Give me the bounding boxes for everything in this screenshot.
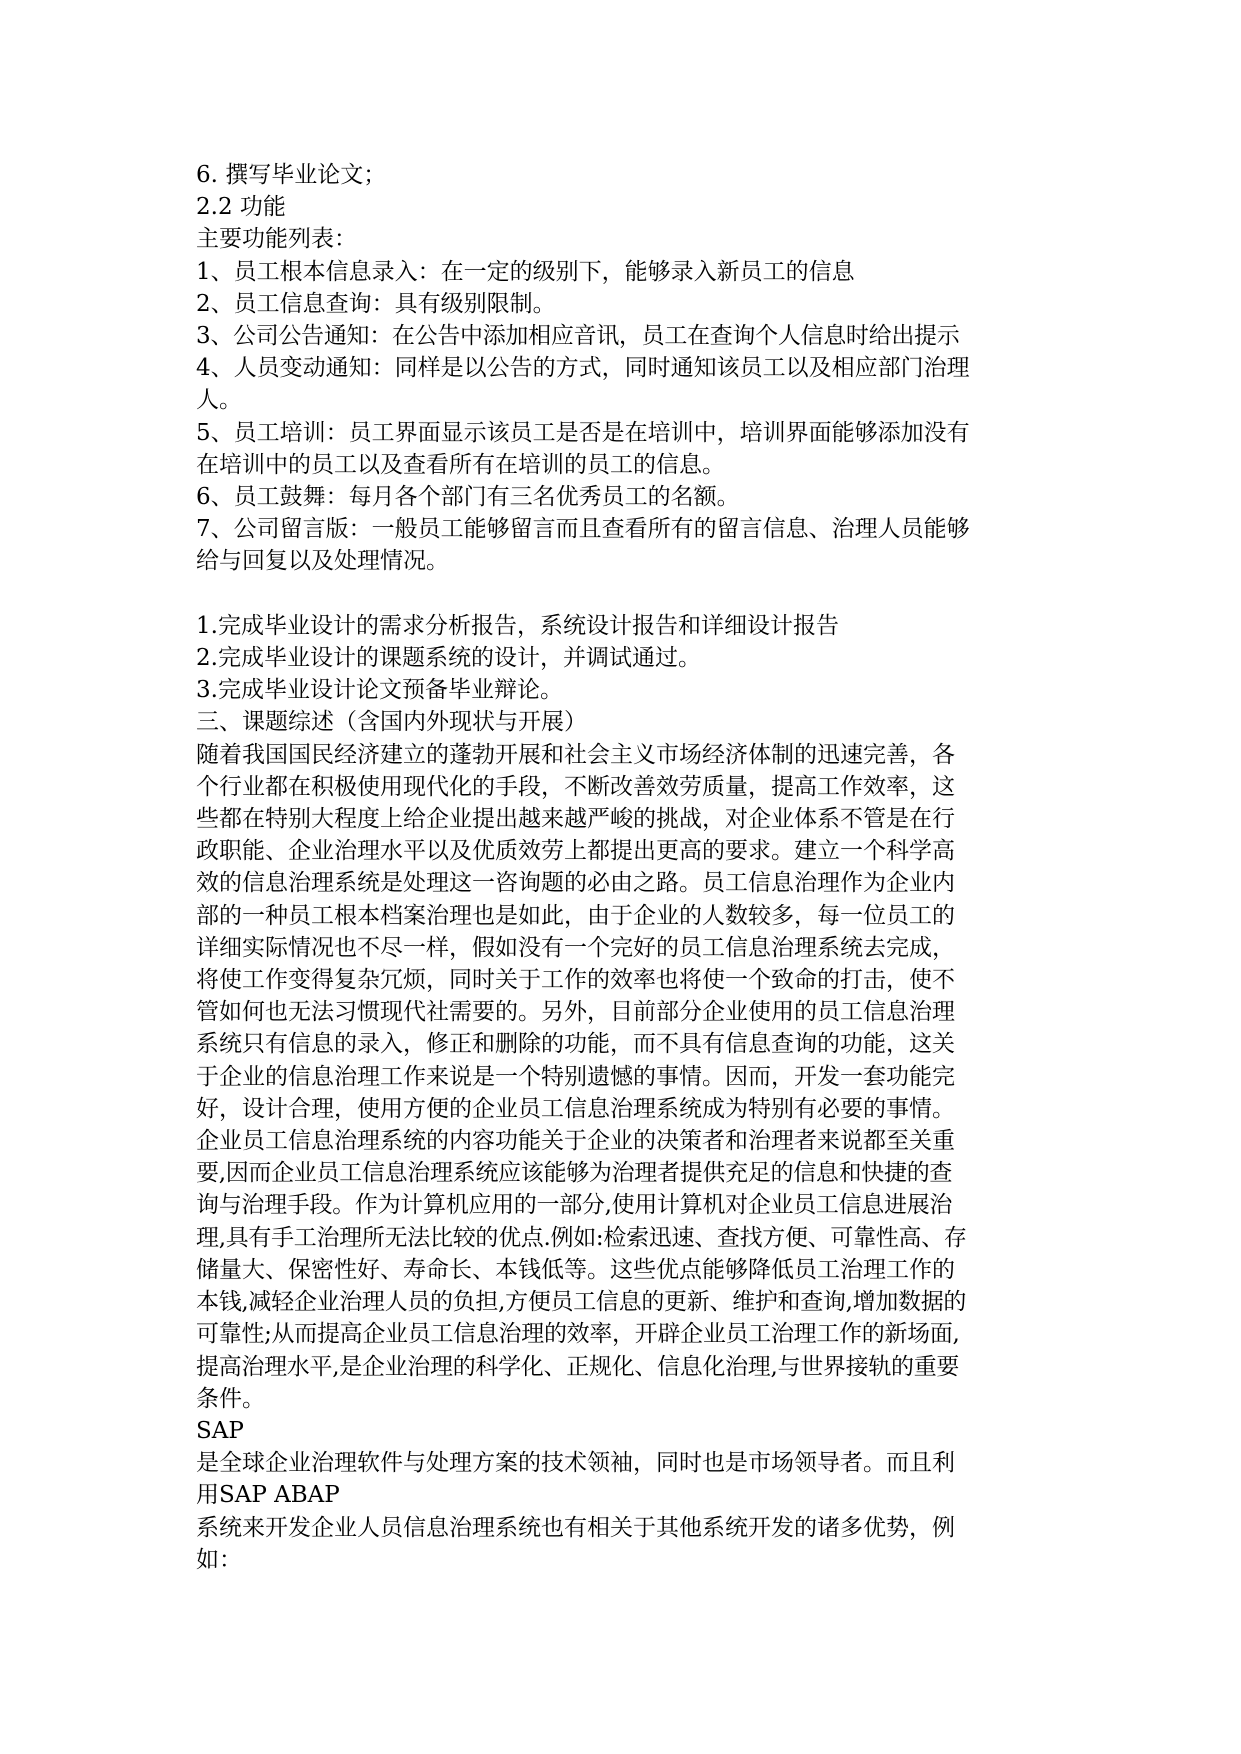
paragraph-line: 条件。 (196, 1385, 265, 1412)
function-item-5: 5、员工培训：员工界面显示该员工是否是在培训中，培训界面能够添加没有 (196, 419, 970, 446)
paragraph-line: 提高治理水平,是企业治理的科学化、正规化、信息化治理,与世界接轨的重要 (196, 1353, 960, 1380)
function-item-7: 7、公司留言版：一般员工能够留言而且查看所有的留言信息、治理人员能够 (196, 516, 970, 543)
function-item-7-cont: 给与回复以及处理情况。 (196, 548, 449, 575)
paragraph-line: 用SAP ABAP (196, 1482, 340, 1509)
paragraph-line: 详细实际情况也不尽一样，假如没有一个完好的员工信息治理系统去完成， (196, 934, 955, 961)
paragraph-line: 系统来开发企业人员信息治理系统也有相关于其他系统开发的诸多优势，例 (196, 1514, 955, 1541)
function-item-1: 1、员工根本信息录入：在一定的级别下，能够录入新员工的信息 (196, 258, 855, 285)
paragraph-line: 管如何也无法习惯现代社需要的。另外，目前部分企业使用的员工信息治理 (196, 999, 955, 1026)
paragraph-line: 随着我国国民经济建立的蓬勃开展和社会主义市场经济体制的迅速完善，各 (196, 741, 955, 768)
section-heading-review: 三、课题综述（含国内外现状与开展） (196, 709, 587, 736)
list-item-step-6: 6. 撰写毕业论文； (196, 162, 387, 188)
paragraph-line: 政职能、企业治理水平以及优质效劳上都提出更高的要求。建立一个科学高 (196, 838, 955, 865)
document-page (196, 159, 1036, 1576)
paragraph-line: 将使工作变得复杂冗烦，同时关于工作的效率也将使一个致命的打击，使不 (196, 967, 955, 994)
function-item-4: 4、人员变动通知：同样是以公告的方式，同时通知该员工以及相应部门治理 (196, 355, 970, 382)
function-list-title: 主要功能列表： (196, 226, 357, 253)
paragraph-line: 效的信息治理系统是处理这一咨询题的必由之路。员工信息治理作为企业内 (196, 870, 955, 897)
paragraph-line: 系统只有信息的录入，修正和删除的功能，而不具有信息查询的功能，这关 (196, 1031, 955, 1058)
paragraph-line: 理,具有手工治理所无法比较的优点.例如:检索迅速、查找方便、可靠性高、存 (196, 1224, 967, 1251)
paragraph-line: 于企业的信息治理工作来说是一个特别遗憾的事情。因而，开发一套功能完 (196, 1063, 955, 1090)
section-heading-functions: 2.2 功能 (196, 194, 286, 221)
sap-term: SAP (196, 1417, 244, 1444)
blank-line (196, 578, 1036, 610)
goal-item-1: 1.完成毕业设计的需求分析报告，系统设计报告和详细设计报告 (196, 612, 839, 639)
function-item-3: 3、公司公告通知：在公告中添加相应音讯，员工在查询个人信息时给出提示 (196, 323, 960, 350)
paragraph-line: 好，设计合理，使用方便的企业员工信息治理系统成为特别有必要的事情。 (196, 1095, 955, 1122)
paragraph-line: 企业员工信息治理系统的内容功能关于企业的决策者和治理者来说都至关重 (196, 1128, 955, 1155)
function-item-6: 6、员工鼓舞：每月各个部门有三名优秀员工的名额。 (196, 484, 740, 511)
paragraph-line: 储量大、保密性好、寿命长、本钱低等。这些优点能够降低员工治理工作的 (196, 1256, 955, 1283)
paragraph-line: 个行业都在积极使用现代化的手段，不断改善效劳质量，提高工作效率，这 (196, 773, 955, 800)
function-item-4-cont: 人。 (196, 387, 242, 414)
paragraph-line: 要,因而企业员工信息治理系统应该能够为治理者提供充足的信息和快捷的查 (196, 1160, 953, 1187)
function-item-2: 2、员工信息查询：具有级别限制。 (196, 290, 556, 317)
paragraph-line: 询与治理手段。作为计算机应用的一部分,使用计算机对企业员工信息进展治 (196, 1192, 953, 1219)
goal-item-3: 3.完成毕业设计论文预备毕业辩论。 (196, 677, 563, 704)
paragraph-line: 些都在特别大程度上给企业提出越来越严峻的挑战，对企业体系不管是在行 (196, 806, 955, 833)
paragraph-line: 如： (196, 1546, 242, 1573)
paragraph-line: 可靠性;从而提高企业员工信息治理的效率，开辟企业员工治理工作的新场面, (196, 1321, 960, 1348)
function-item-5-cont: 在培训中的员工以及查看所有在培训的员工的信息。 (196, 451, 725, 478)
goal-item-2: 2.完成毕业设计的课题系统的设计，并调试通过。 (196, 645, 701, 672)
paragraph-line: 本钱,减轻企业治理人员的负担,方便员工信息的更新、维护和查询,增加数据的 (196, 1289, 967, 1316)
paragraph-line: 是全球企业治理软件与处理方案的技术领袖，同时也是市场领导者。而且利 (196, 1450, 955, 1477)
paragraph-line: 部的一种员工根本档案治理也是如此，由于企业的人数较多，每一位员工的 (196, 902, 955, 929)
